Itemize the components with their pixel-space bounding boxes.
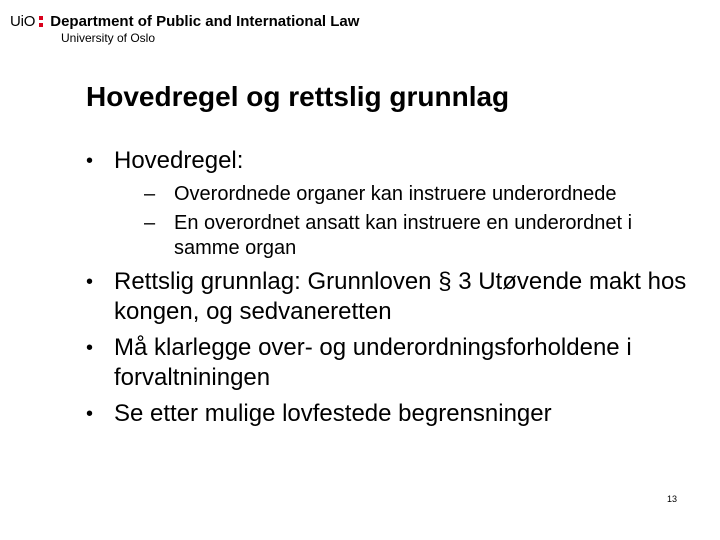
institution-header <box>10 12 359 45</box>
department-name: Department of Public and International Law <box>50 12 360 30</box>
bullet-item: • Må klarlegge over- og underordningsforholdene i forvaltniningen <box>86 333 696 393</box>
colon-logo-icon <box>39 16 43 27</box>
sub-bullet-list <box>114 182 696 261</box>
logo-line <box>10 12 359 30</box>
sub-bullet-item: – En overordnet ansatt kan instruere en underordnet i samme organ <box>144 211 696 261</box>
university-name: University of Oslo <box>61 31 156 45</box>
bullet-text: Hovedregel: <box>114 147 244 174</box>
page-number: 13 <box>667 494 678 504</box>
slide-content <box>86 146 696 435</box>
slide-title: Hovedregel og rettslig grunnlag <box>86 81 510 112</box>
bullet-item <box>86 146 696 261</box>
uio-logo: UiO <box>10 12 36 30</box>
bullet-item: • Rettslig grunnlag: Grunnloven § 3 Utøvende makt hos kongen, og sedvaneretten <box>86 267 696 327</box>
bullet-list <box>86 146 696 429</box>
bullet-item: • Se etter mulige lovfestede begrensninger <box>86 399 696 429</box>
sub-bullet-item: – Overordnede organer kan instruere underordnede <box>144 182 696 207</box>
